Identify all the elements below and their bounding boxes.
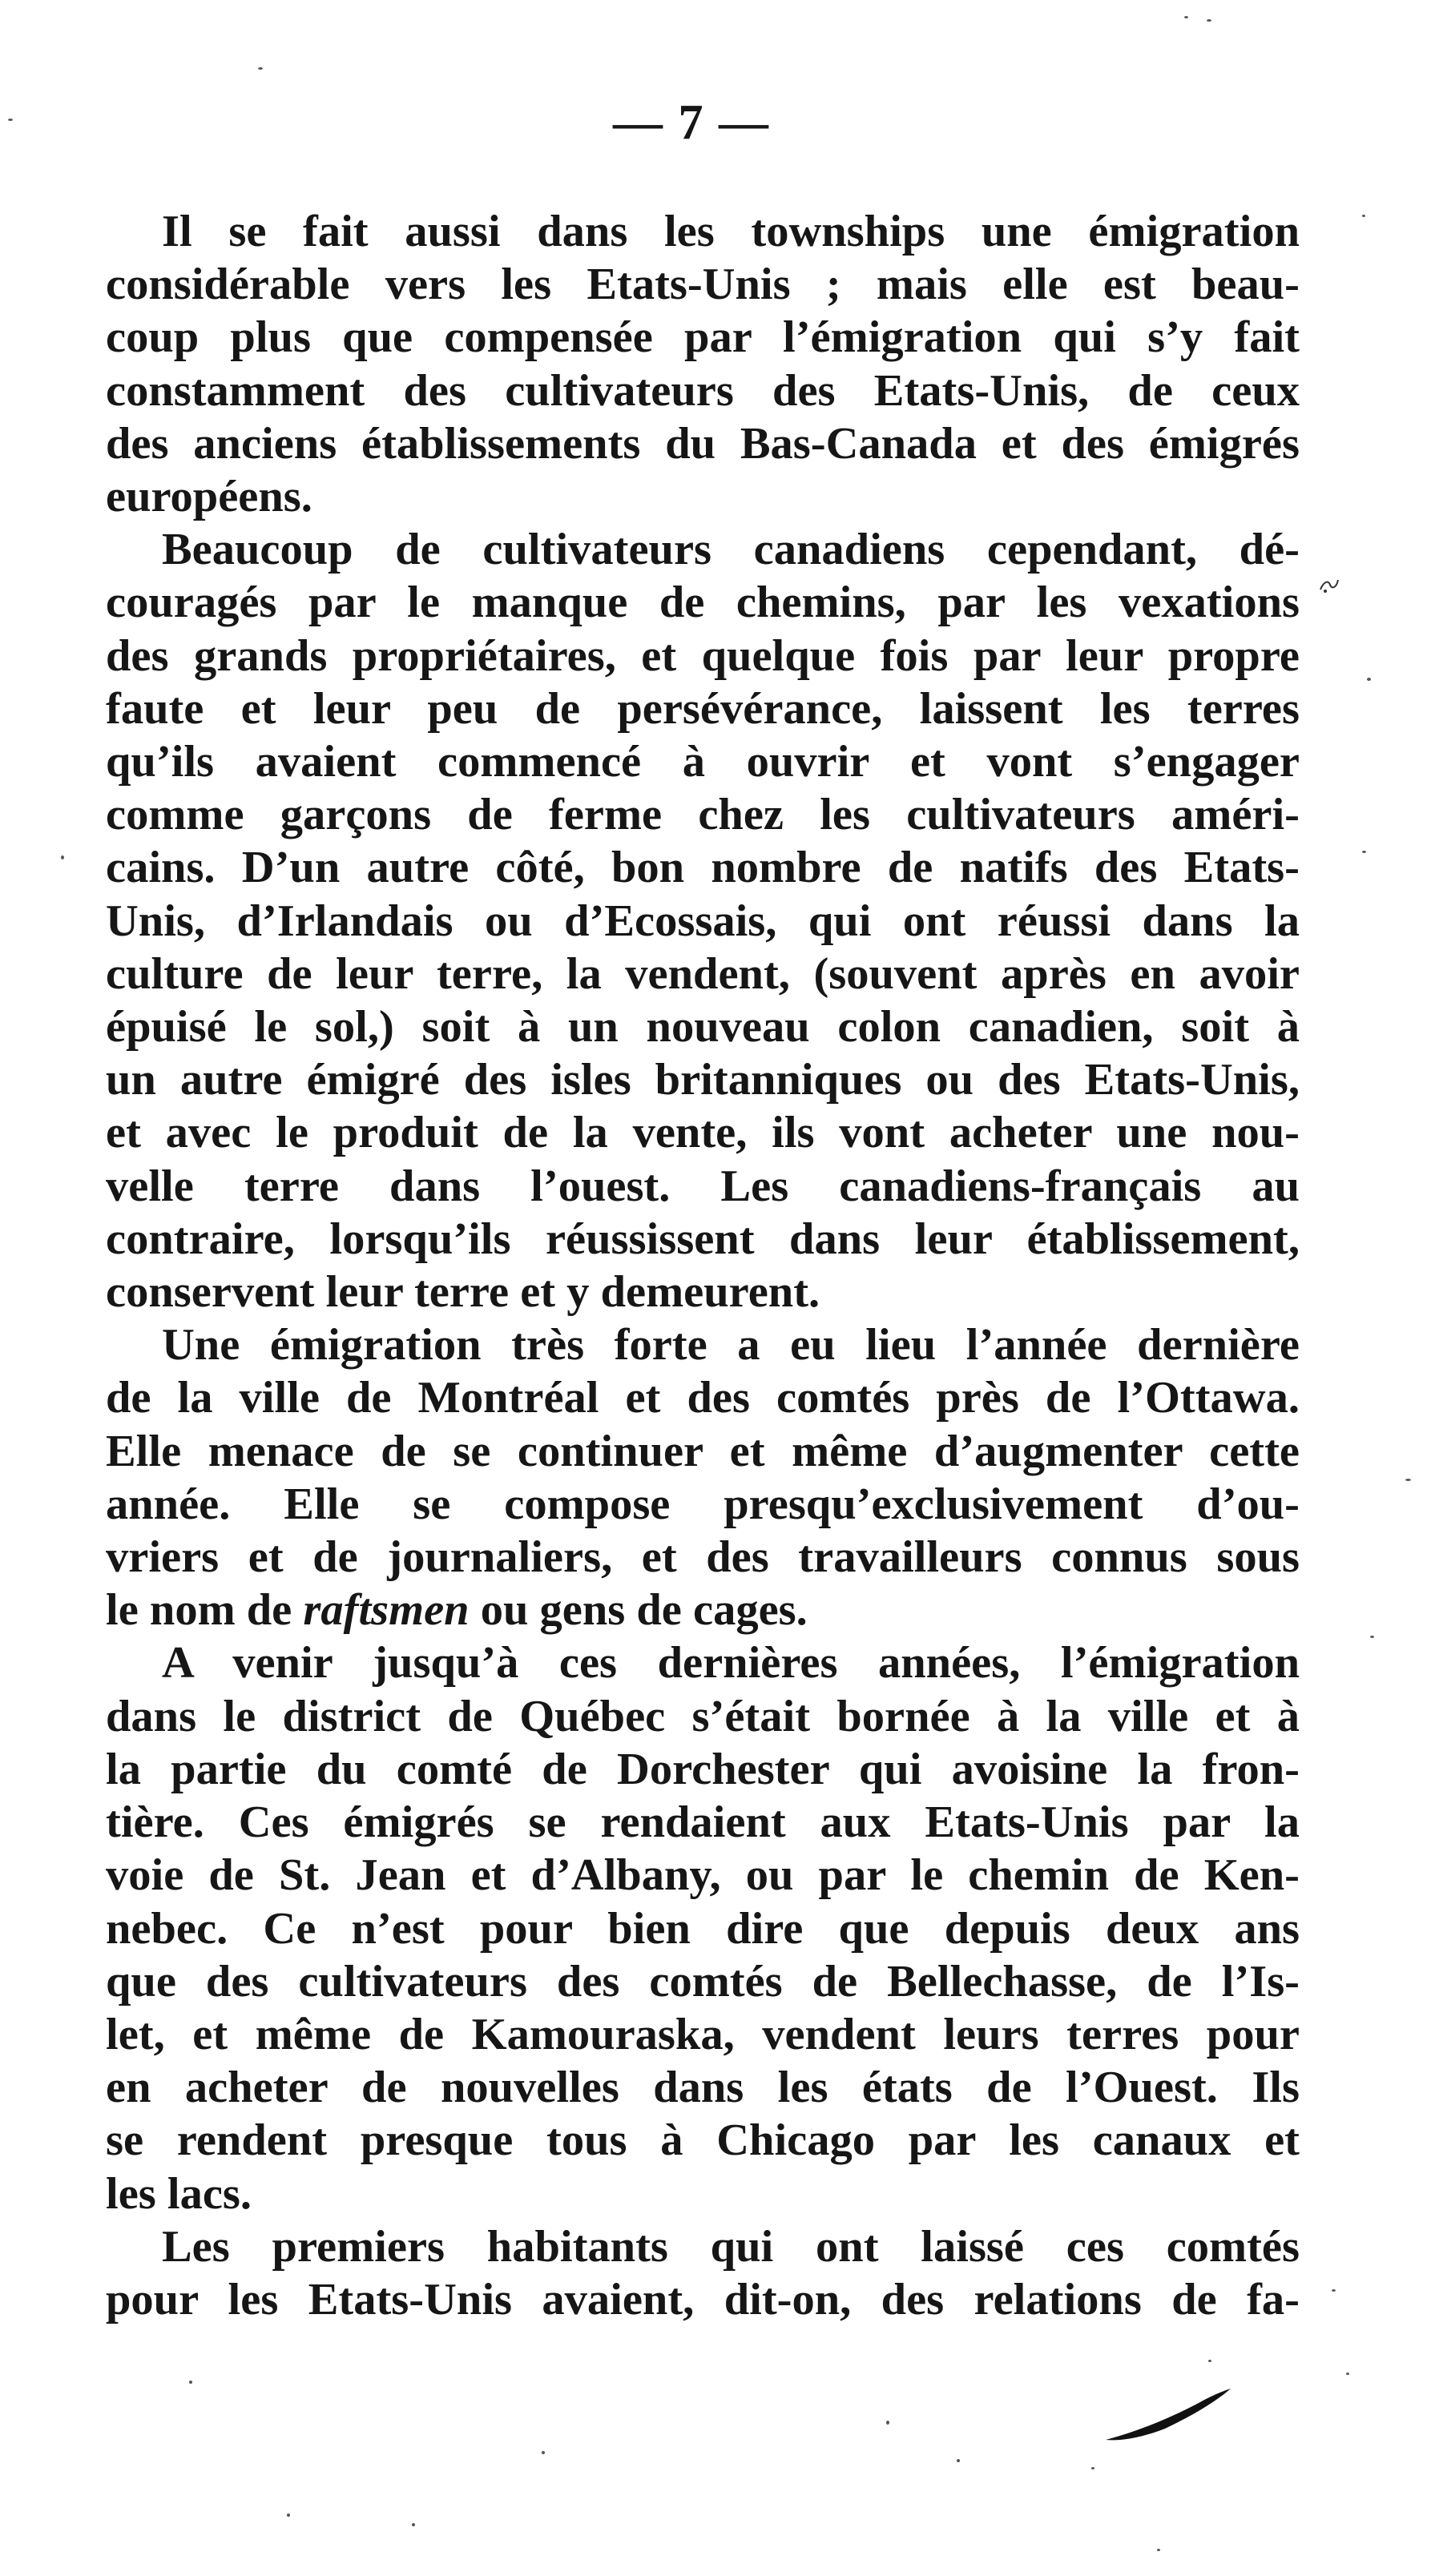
paragraph-3 — [106, 1318, 1300, 1636]
text-line: se rendent presque tous à Chicago par les canaux et — [106, 2115, 1300, 2166]
scan-speck — [1405, 1479, 1411, 1481]
scan-speck — [1208, 2360, 1211, 2362]
scan-speck — [542, 2451, 545, 2454]
text-line: culture de leur terre, la vendent, (souvent après en avoir — [106, 948, 1300, 999]
text-line: un autre émigré des isles britanniques ou des Etats-Unis, — [106, 1055, 1300, 1105]
scan-speck — [957, 2459, 960, 2462]
scan-speck — [1157, 2549, 1160, 2551]
text-line: en acheter de nouvelles dans les états de l’Ouest. Ils — [106, 2063, 1300, 2113]
text-line: considérable vers les Etats-Unis ; mais elle est beau- — [106, 260, 1300, 310]
text-line: contraire, lorsqu’ils réussissent dans leur établissement, — [106, 1214, 1300, 1264]
text-line: européens. — [106, 472, 312, 522]
text-line: faute et leur peu de persévérance, laissent les terres — [106, 683, 1300, 734]
ink-smudge — [1104, 2387, 1232, 2443]
text-line: Elle menace de se continuer et même d’augmenter cette — [106, 1426, 1300, 1476]
text-line: que des cultivateurs des comtés de Bellechasse, de l’Is- — [106, 1956, 1300, 2006]
paragraph-5 — [106, 2220, 1300, 2326]
text-line: velle terre dans l’ouest. Les canadiens-français au — [106, 1161, 1300, 1211]
scan-speck — [1362, 215, 1365, 217]
text-line: Les premiers habitants qui ont laissé ces comtés — [162, 2221, 1300, 2272]
text-fragment: le nom de — [106, 1585, 304, 1636]
scan-speck — [886, 2421, 889, 2425]
text-line: qu’ils avaient commencé à ouvrir et vont s’engager — [106, 737, 1300, 787]
scan-speck — [412, 2523, 415, 2526]
text-line: année. Elle se compose presqu’exclusivement d’ou- — [106, 1479, 1300, 1529]
text-line: les lacs. — [106, 2168, 252, 2219]
paragraph-4 — [106, 1636, 1300, 2220]
scan-speck — [1207, 19, 1211, 22]
scan-speck — [1091, 2467, 1094, 2469]
scan-speck — [189, 2381, 192, 2384]
paragraph-2 — [106, 523, 1300, 1318]
body-text — [106, 205, 1300, 2326]
text-line: A venir jusqu’à ces dernières années, l’émigration — [162, 1638, 1300, 1688]
text-line: Beaucoup de cultivateurs canadiens cependant, dé- — [162, 525, 1300, 575]
text-line: vriers et de journaliers, et des travailleurs connus sous — [106, 1532, 1300, 1583]
text-line: de la ville de Montréal et des comtés près de l’Ottawa. — [106, 1373, 1300, 1423]
scan-speck — [61, 855, 64, 859]
text-line: Unis, d’Irlandais ou d’Ecossais, qui ont réussi dans la — [106, 896, 1300, 946]
scan-speck — [8, 119, 13, 121]
text-line: cains. D’un autre côté, bon nombre de natifs des Etats- — [106, 843, 1300, 893]
text-line: voie de St. Jean et d’Albany, ou par le chemin de Ken- — [106, 1850, 1300, 1901]
margin-mark — [1317, 575, 1341, 596]
scan-speck — [1332, 2289, 1336, 2292]
text-line: coup plus que compensée par l’émigration qui s’y fait — [106, 312, 1300, 363]
text-line: Une émigration très forte a eu lieu l’année dernière — [162, 1320, 1300, 1371]
scan-speck — [1362, 851, 1366, 853]
text-line: constamment des cultivateurs des Etats-Unis, de ceux — [106, 365, 1300, 416]
text-line: comme garçons de ferme chez les cultivateurs améri- — [106, 790, 1300, 840]
text-line: épuisé le sol,) soit à un nouveau colon canadien, soit à — [106, 1002, 1300, 1053]
italic-term: raftsmen — [303, 1585, 470, 1636]
scan-speck — [1346, 2373, 1349, 2375]
text-line: la partie du comté de Dorchester qui avoisine la fron- — [106, 1744, 1300, 1794]
text-line — [106, 1584, 1300, 1636]
text-fragment: ou gens de cages. — [469, 1585, 808, 1636]
text-line: conservent leur terre et y demeurent. — [106, 1267, 820, 1318]
text-line: couragés par le manque de chemins, par les vexations — [106, 578, 1300, 628]
text-line: et avec le produit de la vente, ils vont acheter une nou- — [106, 1108, 1300, 1158]
scan-speck — [258, 67, 263, 70]
paragraph-1 — [106, 205, 1300, 523]
scan-speck — [1370, 1636, 1374, 1638]
text-line: dans le district de Québec s’était bornée à la ville et à — [106, 1691, 1300, 1741]
text-line: pour les Etats-Unis avaient, dit-on, des relations de fa- — [106, 2274, 1300, 2324]
scan-speck — [287, 2514, 290, 2517]
scan-speck — [1367, 678, 1371, 681]
text-line: nebec. Ce n’est pour bien dire que depuis deux ans — [106, 1903, 1300, 1954]
scan-speck — [1184, 16, 1188, 18]
page-number: — 7 — — [613, 95, 770, 150]
text-line: des anciens établissements du Bas-Canada et des émigrés — [106, 418, 1300, 469]
text-line: Il se fait aussi dans les townships une émigration — [162, 207, 1300, 256]
text-line: des grands propriétaires, et quelque fois par leur propre — [106, 630, 1300, 681]
text-line: let, et même de Kamouraska, vendent leurs terres pour — [106, 2009, 1300, 2059]
text-line: tière. Ces émigrés se rendaient aux Etats-Unis par la — [106, 1797, 1300, 1848]
